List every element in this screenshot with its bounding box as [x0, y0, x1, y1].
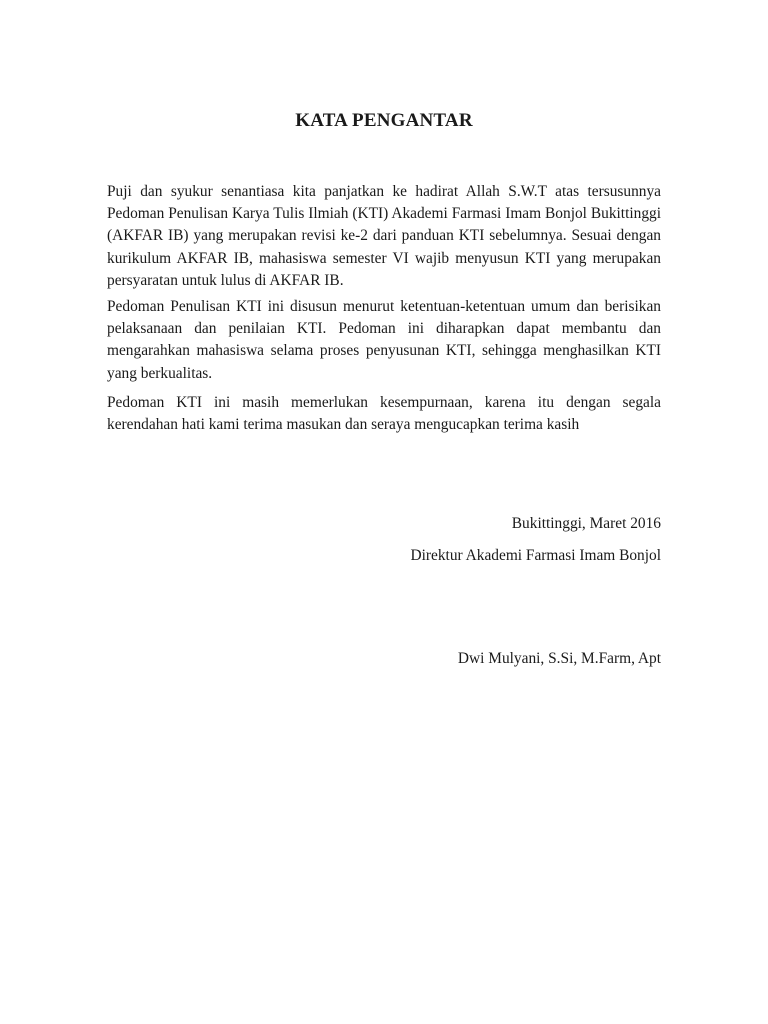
page-title: KATA PENGANTAR [295, 110, 473, 131]
paragraph-content: Pedoman Penulisan KTI ini disusun menurut ketentuan-ketentuan umum dan berisikan pelaksanaan dan penilaian KTI. Pedoman ini diharapkan dapat membantu dan mengarahkan mahasiswa selama proses penyusunan KTI, sehingga menghasilkan KTI yang berkualitas. [107, 298, 661, 382]
paragraph-intro: Puji dan syukur senantiasa kita panjatkan ke hadirat Allah S.W.T atas tersusunnya Pedoman Penulisan Karya Tulis Ilmiah (KTI) Akademi Farmasi Imam Bonjol Bukittinggi (AKFAR IB) yang merupakan revisi ke-2 dari panduan KTI sebelumnya. Sesuai dengan kurikulum AKFAR IB, mahasiswa semester VI wajib menyusun KTI yang merupakan persyaratan untuk lulus di AKFAR IB. [107, 183, 661, 289]
paragraph-closing: Pedoman KTI ini masih memerlukan kesempurnaan, karena itu dengan segala kerendahan hati kami terima masukan dan seraya mengucapkan terima kasih [107, 394, 661, 434]
signer-name: Dwi Mulyani, S.Si, M.Farm, Apt [457, 650, 661, 667]
place-date: Bukittinggi, Maret 2016 [511, 515, 661, 532]
signer-position: Direktur Akademi Farmasi Imam Bonjol [410, 547, 661, 564]
